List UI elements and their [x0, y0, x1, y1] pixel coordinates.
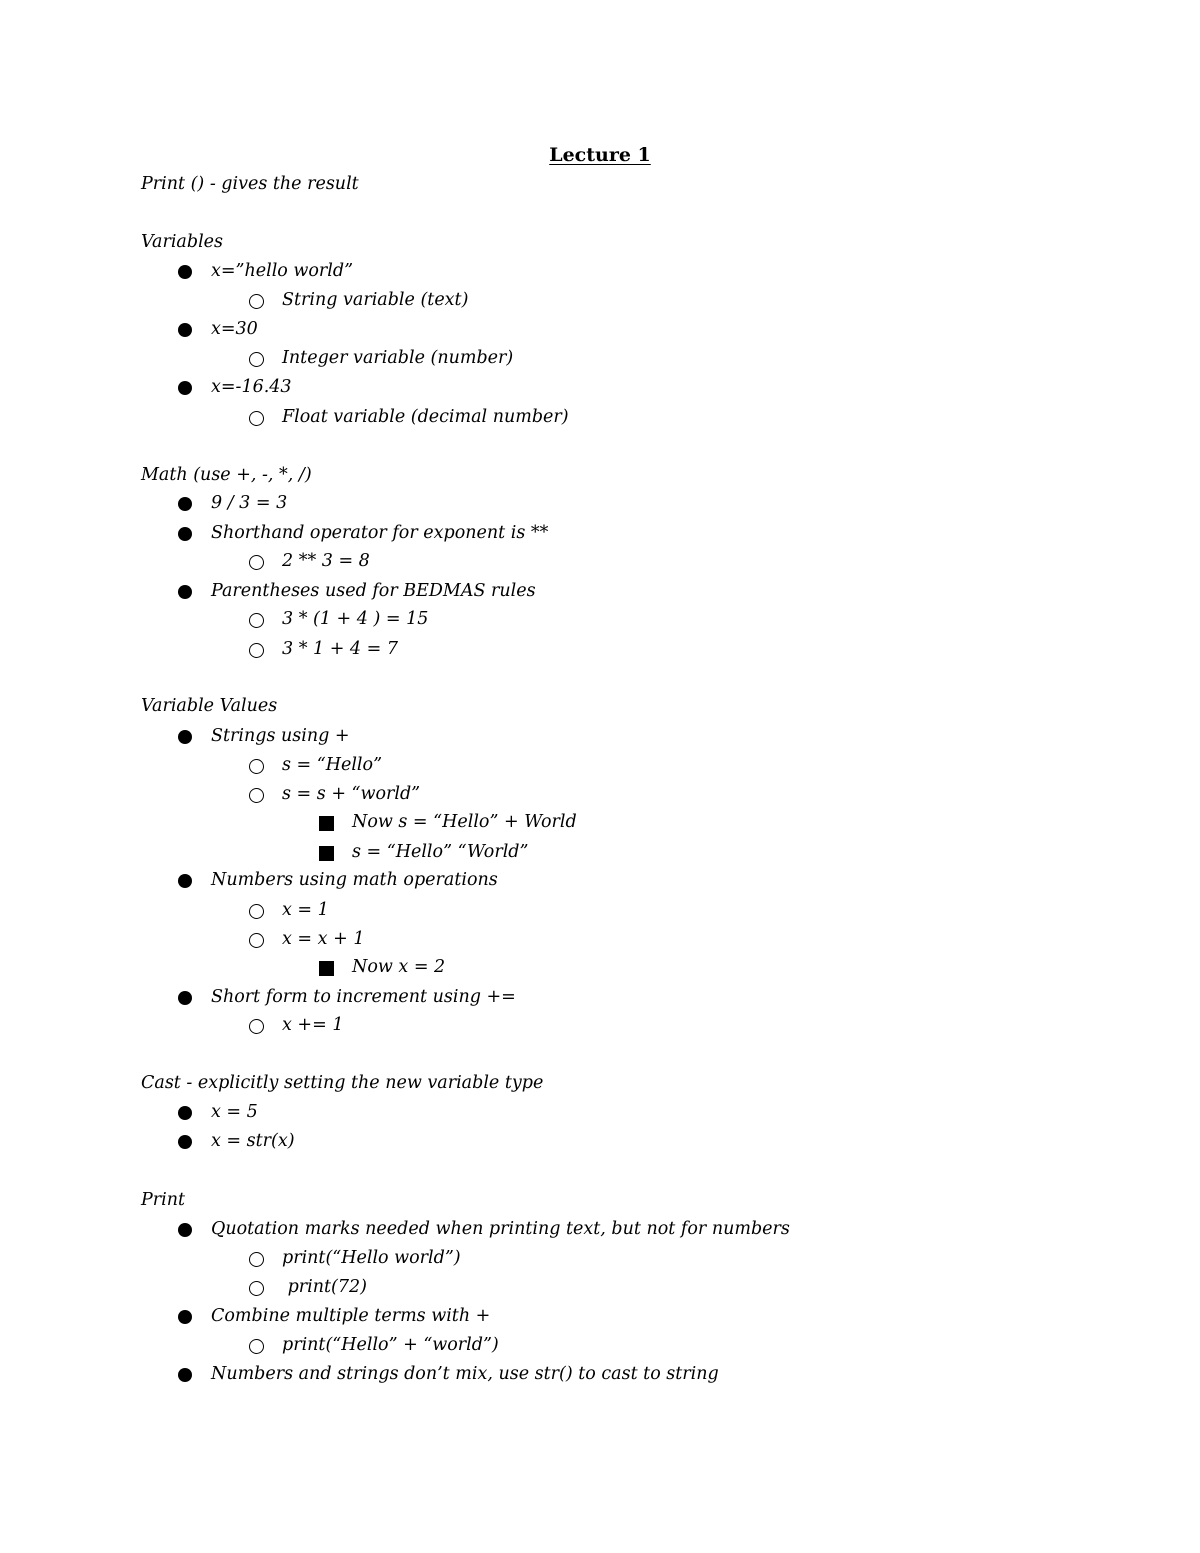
hollow-circle-bullet-icon [249, 613, 264, 628]
sub-bullet-item: print(“Hello” + “world”) [282, 1335, 499, 1355]
hollow-circle-bullet-icon [249, 933, 264, 948]
filled-circle-bullet-icon [178, 1135, 192, 1149]
bullet-item: Shorthand operator for exponent is ** [211, 523, 549, 543]
sub-bullet-item: x = 1 [282, 900, 329, 920]
heading: Print [141, 1190, 186, 1210]
hollow-circle-bullet-icon [249, 555, 264, 570]
bullet-item: x = 5 [211, 1102, 258, 1122]
sub-sub-bullet-item: Now x = 2 [352, 957, 446, 977]
filled-circle-bullet-icon [178, 1368, 192, 1382]
heading: Variables [141, 232, 223, 252]
square-bullet-icon [319, 816, 334, 831]
bullet-item: Quotation marks needed when printing text, but not for numbers [211, 1219, 790, 1239]
hollow-circle-bullet-icon [249, 1252, 264, 1267]
filled-circle-bullet-icon [178, 874, 192, 888]
filled-circle-bullet-icon [178, 527, 192, 541]
hollow-circle-bullet-icon [249, 411, 264, 426]
heading: Variable Values [141, 696, 278, 716]
sub-bullet-item: Integer variable (number) [282, 348, 514, 368]
filled-circle-bullet-icon [178, 381, 192, 395]
bullet-item: Numbers using math operations [211, 870, 498, 890]
filled-circle-bullet-icon [178, 323, 192, 337]
sub-bullet-item: 3 * 1 + 4 = 7 [282, 639, 398, 659]
filled-circle-bullet-icon [178, 497, 192, 511]
filled-circle-bullet-icon [178, 265, 192, 279]
heading: Print () - gives the result [141, 174, 359, 194]
hollow-circle-bullet-icon [249, 904, 264, 919]
sub-bullet-item: 2 ** 3 = 8 [282, 551, 370, 571]
sub-bullet-item: String variable (text) [282, 290, 469, 310]
hollow-circle-bullet-icon [249, 1281, 264, 1296]
sub-bullet-item: s = “Hello” [282, 755, 383, 775]
bullet-item: Strings using + [211, 726, 350, 746]
bullet-item: x=”hello world” [211, 261, 354, 281]
sub-bullet-item: x += 1 [282, 1015, 344, 1035]
heading: Math (use +, -, *, /) [141, 465, 312, 485]
bullet-item: Parentheses used for BEDMAS rules [211, 581, 536, 601]
bullet-item: Short form to increment using += [211, 987, 516, 1007]
sub-bullet-item: print(72) [282, 1277, 367, 1297]
hollow-circle-bullet-icon [249, 1339, 264, 1354]
bullet-item: Numbers and strings don’t mix, use str() to cast to string [211, 1364, 719, 1384]
sub-bullet-item: s = s + “world” [282, 784, 421, 804]
filled-circle-bullet-icon [178, 991, 192, 1005]
filled-circle-bullet-icon [178, 1310, 192, 1324]
hollow-circle-bullet-icon [249, 788, 264, 803]
bullet-item: x = str(x) [211, 1131, 295, 1151]
bullet-item: x=-16.43 [211, 377, 292, 397]
filled-circle-bullet-icon [178, 730, 192, 744]
square-bullet-icon [319, 961, 334, 976]
filled-circle-bullet-icon [178, 1223, 192, 1237]
sub-bullet-item: 3 * (1 + 4 ) = 15 [282, 609, 429, 629]
square-bullet-icon [319, 846, 334, 861]
sub-sub-bullet-item: Now s = “Hello” + World [352, 812, 577, 832]
hollow-circle-bullet-icon [249, 759, 264, 774]
bullet-item: Combine multiple terms with + [211, 1306, 491, 1326]
filled-circle-bullet-icon [178, 585, 192, 599]
bullet-item: 9 / 3 = 3 [211, 493, 288, 513]
filled-circle-bullet-icon [178, 1106, 192, 1120]
page-title: Lecture 1 [549, 144, 651, 166]
hollow-circle-bullet-icon [249, 1019, 264, 1034]
sub-bullet-item: print(“Hello world”) [282, 1248, 461, 1268]
hollow-circle-bullet-icon [249, 352, 264, 367]
sub-sub-bullet-item: s = “Hello” “World” [352, 842, 529, 862]
bullet-item: x=30 [211, 319, 258, 339]
hollow-circle-bullet-icon [249, 643, 264, 658]
sub-bullet-item: x = x + 1 [282, 929, 365, 949]
sub-bullet-item: Float variable (decimal number) [282, 407, 569, 427]
heading: Cast - explicitly setting the new variable type [141, 1073, 544, 1093]
hollow-circle-bullet-icon [249, 294, 264, 309]
